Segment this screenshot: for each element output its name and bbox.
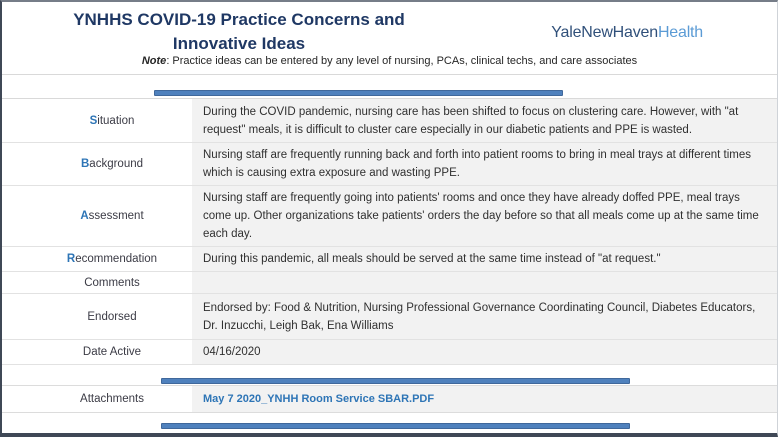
sbar-table [2,98,777,365]
attachments-row [2,385,777,413]
assessment-text: Nursing staff are frequently going into patients' rooms and once they have already doffed PPE, meal trays come up. Other organizations take patients' orders the day before so that all meals come up at the same time each day. [203,192,759,240]
date-active-label: Date Active [82,346,142,358]
row-content-date-active [192,340,777,364]
endorsed-text: Endorsed by: Food & Nutrition, Nursing Professional Governance Coordinating Council, Diabetes Educators, Dr. Inzucchi, Leigh Bak, Ena Williams [203,301,756,332]
row-content-situation [192,99,777,142]
page-title-line2: Innovative Ideas [172,34,306,53]
row-label-assessment [2,186,192,246]
divider-bar-bottom [161,423,630,429]
label-initial: R [66,253,76,265]
row-label-background [2,143,192,185]
row-label-recommendation [2,247,192,271]
divider-bar-middle [161,378,630,384]
label-rest: ackground [89,158,144,170]
note-text: : Practice ideas can be entered by any level of nursing, PCAs, clinical techs, and care associates [166,55,638,67]
yale-new-haven-health-logo [551,24,703,42]
row-content-endorsed [192,294,777,339]
row-content-recommendation [192,247,777,271]
attachments-label: Attachments [80,393,144,405]
table-row-recommendation [2,247,777,272]
background-text: Nursing staff are frequently running back and forth into patient rooms to bring in meal trays at different times which is causing extra exposure and wasting PPE. [203,149,752,179]
logo-text-dark: YaleNewHaven [551,24,658,41]
label-initial: A [80,210,89,222]
page-title [14,8,464,56]
attachments-content-cell [192,386,777,412]
label-rest: ituation [97,114,135,127]
table-row-background [2,143,777,186]
row-content-comments [192,272,777,293]
situation-text: During the COVID pandemic, nursing care has been shifted to focus on clustering care. However, with "at request" meals, it is difficult to cluster care especially in our diabetic patients and PPE is wasted. [203,105,739,136]
recommendation-text: During this pandemic, all meals should be served at the same time instead of "at request." [203,253,661,265]
row-label-comments [2,272,192,293]
row-label-endorsed [2,294,192,339]
header [2,2,777,74]
attachments-divider-band [2,365,777,385]
label-rest: ssessment [88,210,144,222]
comments-label: Comments [84,276,140,289]
table-row-comments [2,272,777,294]
label-rest: ecommendation [75,253,158,265]
page-title-line1: YNHHS COVID-19 Practice Concerns and [73,10,405,29]
note-line [2,55,777,67]
table-row-assessment [2,186,777,247]
endorsed-label: Endorsed [87,310,137,323]
note-label: Note [141,55,167,67]
row-content-assessment [192,186,777,246]
row-label-situation [2,99,192,142]
table-row-situation [2,99,777,143]
table-row-date-active [2,340,777,365]
divider-bar-top [154,90,563,96]
header-divider-band [2,74,777,98]
table-row-endorsed [2,294,777,340]
footer-divider-band [2,413,777,437]
label-initial: B [80,158,90,170]
row-content-background [192,143,777,185]
label-initial: S [89,114,98,127]
attachments-label-cell [2,386,192,412]
attachment-link[interactable]: May 7 2020_YNHH Room Service SBAR.PDF [203,393,435,405]
row-label-date-active [2,340,192,364]
logo-text-light: Health [657,24,703,41]
date-active-value: 04/16/2020 [203,346,261,358]
